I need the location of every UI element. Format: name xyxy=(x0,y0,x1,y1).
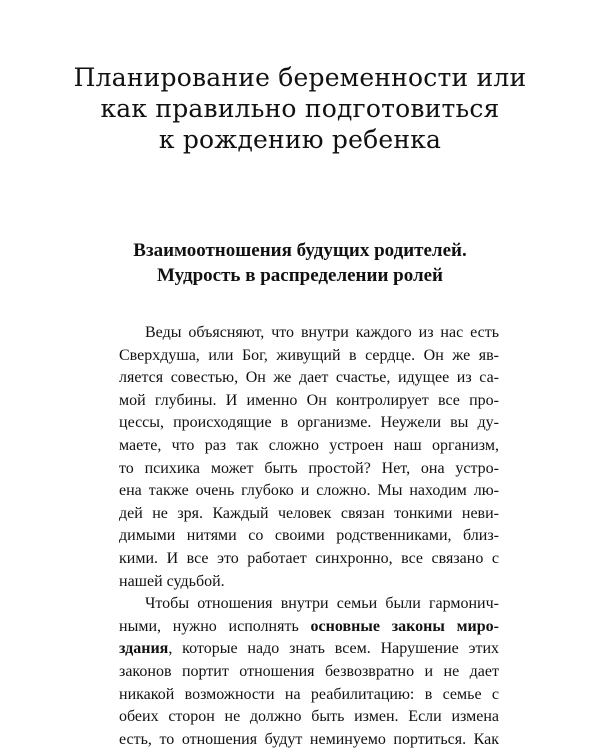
text-line: Сверхдуша, или Бог, живущий в сердце. Он же яв- xyxy=(119,346,499,364)
text-line: маете, что раз так сложно устроен наш организм, xyxy=(119,436,499,454)
text-line: дей не зря. Каждый человек связан тонкими неви- xyxy=(119,504,499,522)
section-heading-line: Взаимоотношения будущих родителей. xyxy=(133,240,467,261)
text-line: Веды объясняют, что внутри каждого из нас есть xyxy=(145,324,499,341)
text-fragment: , которые надо знать всем. Нарушение этих xyxy=(168,640,499,658)
text-line: законов портит отношения безвозвратно и не дает xyxy=(119,662,499,680)
text-line: мой глубины. И именно Он контролирует все про- xyxy=(119,391,499,409)
text-line: ляется совестью, Он же дает счастье, идущее из са- xyxy=(119,369,499,387)
text-line: димыми нитями со своими родственниками, близ- xyxy=(119,527,499,545)
text-line: Чтобы отношения внутри семьи были гармонич- xyxy=(145,595,499,613)
text-line: кими. И все это работает синхронно, все связано с xyxy=(119,549,499,567)
text-line: никакой возможности на реабилитацию: в семье с xyxy=(119,685,499,703)
text-fragment: ными, нужно исполнять xyxy=(119,617,311,635)
text-line: цессы, происходящие в организме. Неужели вы ду- xyxy=(119,414,499,432)
text-line-mixed xyxy=(119,616,499,639)
text-line-mixed xyxy=(119,638,499,661)
chapter-title xyxy=(60,62,540,155)
bold-term: здания xyxy=(119,640,169,658)
text-line: ена также очень глубоко и сложно. Мы находим лю- xyxy=(119,482,499,500)
text-line: нашей судьбой. xyxy=(119,572,225,590)
text-line: то психика может быть простой? Нет, она устро- xyxy=(119,459,499,477)
chapter-title-line: Планирование беременности или xyxy=(73,63,527,92)
text-line: обеих сторон не должно быть измен. Если измена xyxy=(119,708,499,726)
section-heading xyxy=(60,238,540,288)
section-heading-line: Мудрость в распределении ролей xyxy=(156,265,444,286)
body-text xyxy=(119,322,499,751)
text-line: есть, то отношения будут неминуемо портиться. Как xyxy=(119,730,499,748)
bold-term: основные законы миро- xyxy=(310,617,499,635)
chapter-title-line: как правильно подготовиться xyxy=(100,94,500,123)
chapter-title-line: к рождению ребенка xyxy=(158,125,442,154)
